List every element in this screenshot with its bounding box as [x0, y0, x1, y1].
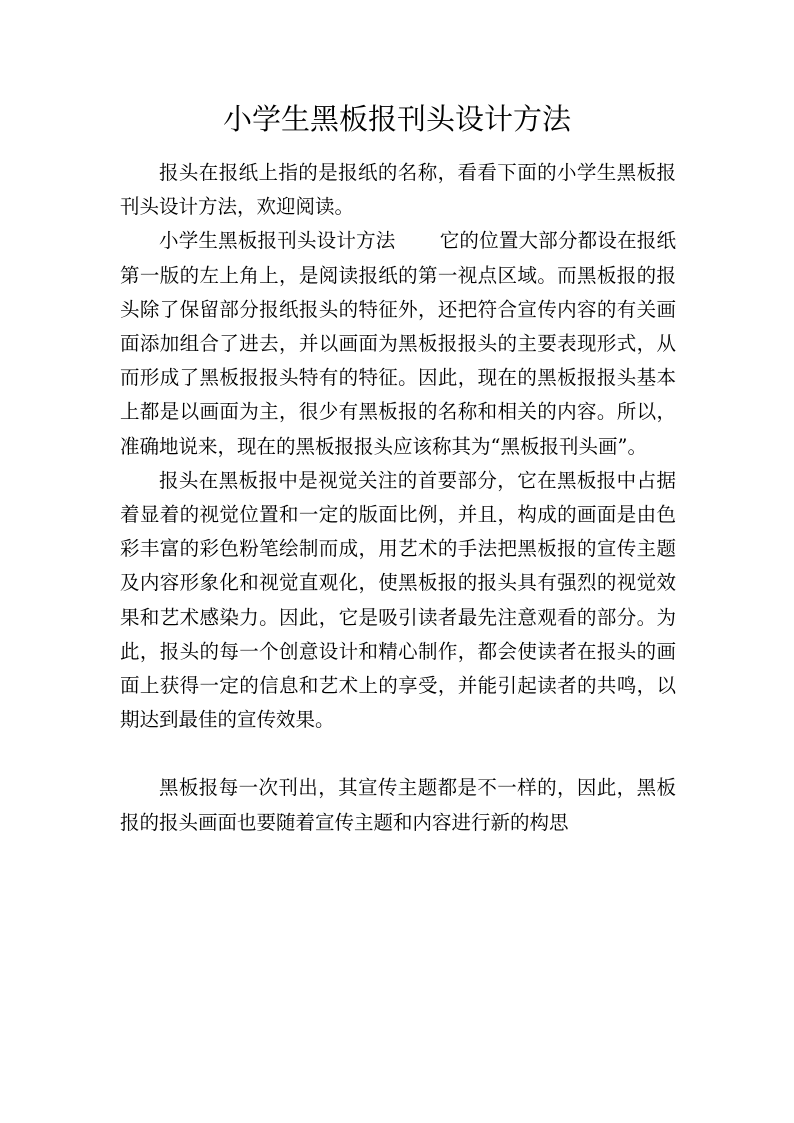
paragraph-visual-focus: 报头在黑板报中是视觉关注的首要部分，它在黑板报中占据着显着的视觉位置和一定的版面比例，并且，构成的画面是由色彩丰富的彩色粉笔绘制而成，用艺术的手法把黑板报的宣传主题及内容形象化和视觉直观化，使黑板报的报头具有强烈的视觉效果和艺术感染力。因此，它是吸引读者最先注意观看的部分。为此，报头的每一个创意设计和精心制作，都会使读者在报头的画面上获得一定的信息和艺术上的享受，并能引起读者的共鸣，以期达到最佳的宣传效果。 [120, 468, 676, 732]
paragraph-new-design: 黑板报每一次刊出，其宣传主题都是不一样的，因此，黑板报的报头画面也要随着宣传主题和内容进行新的构思 [120, 776, 676, 834]
document-body [120, 156, 676, 840]
paragraph-position-text: 它的位置大部分都设在报纸第一版的左上角上，是阅读报纸的第一视点区域。而黑板报的报头除了保留部分报纸报头的特征外，还把符合宣传内容的有关画面添加组合了进去，并以画面为黑板报报头的主要表现形式，从而形成了黑板报报头特有的特征。因此，现在的黑板报报头基本上都是以画面为主，很少有黑板报的名称和相关的内容。所以，准确地说来，现在的黑板报报头应该称其为“黑板报刊头画”。 [120, 229, 676, 458]
document-title: 小学生黑板报刊头设计方法 [222, 102, 571, 136]
paragraph-position [120, 224, 676, 463]
paragraph-intro: 报头在报纸上指的是报纸的名称，看看下面的小学生黑板报刊头设计方法，欢迎阅读。 [120, 161, 676, 219]
section-heading: 小学生黑板报刊头设计方法 [159, 229, 396, 253]
